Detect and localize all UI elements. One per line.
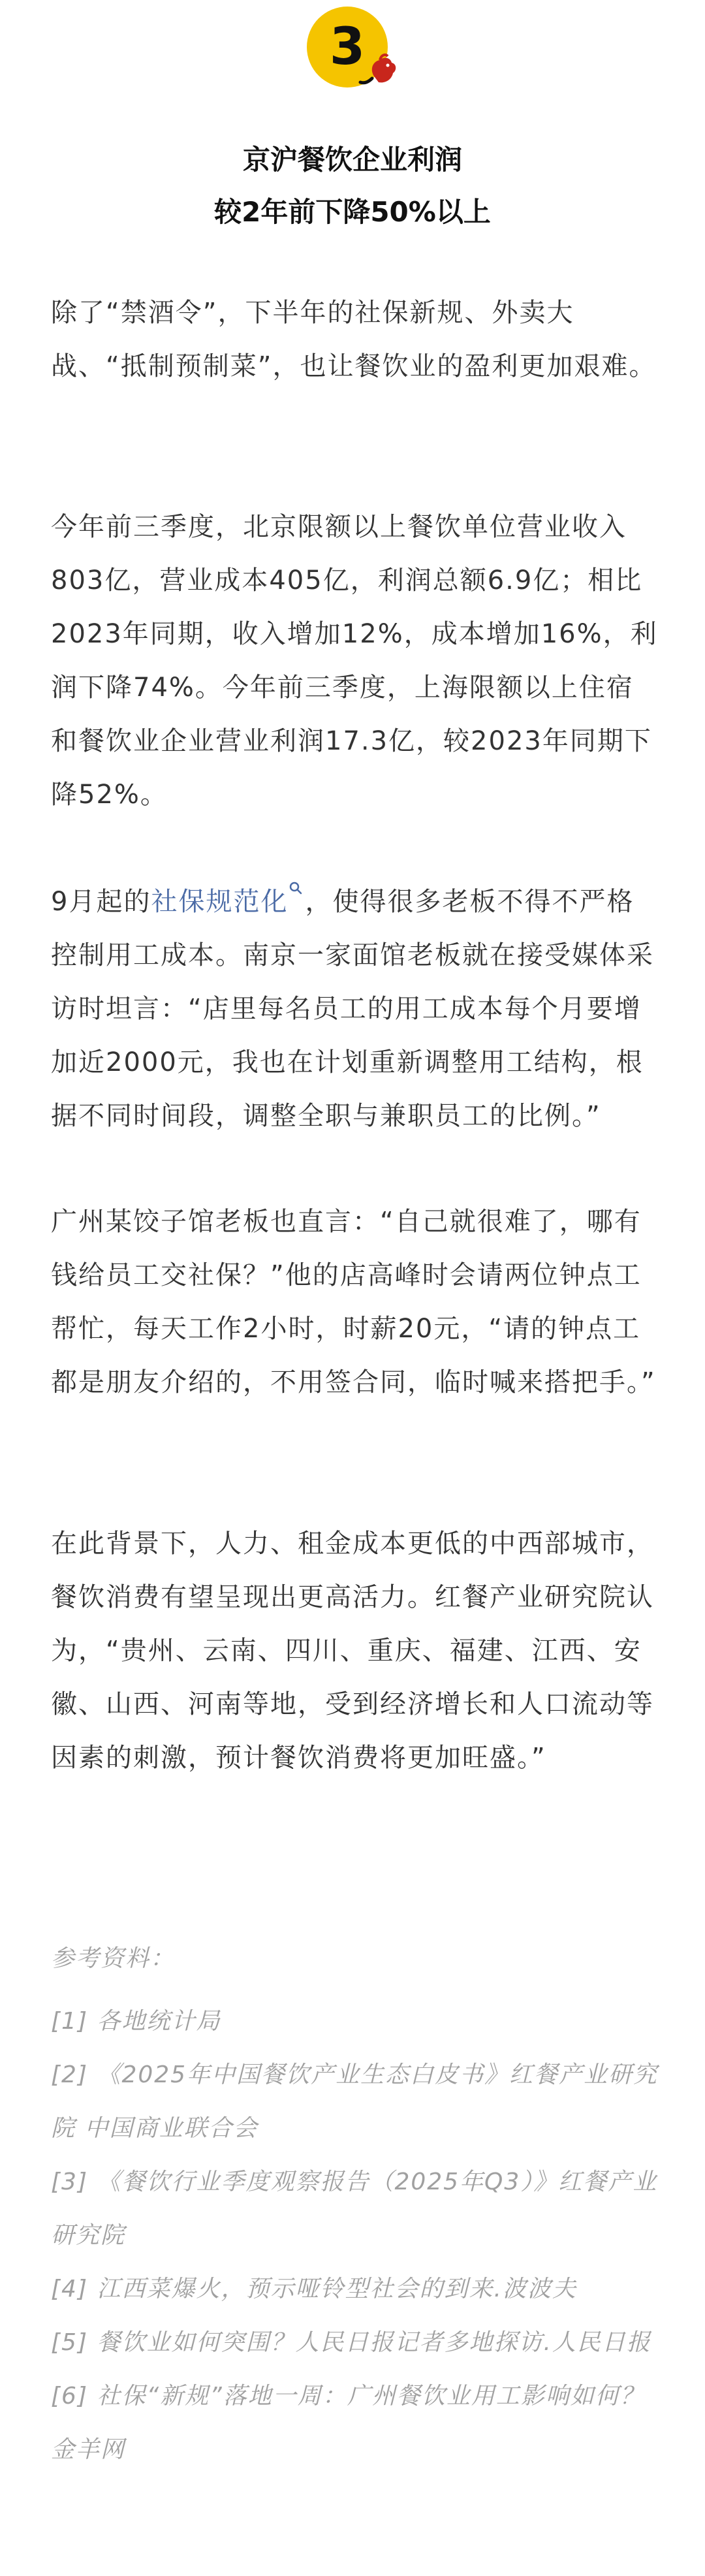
reference-item: [3] 《餐饮行业季度观察报告（2025年Q3）》红餐产业研究院 — [51, 2169, 658, 2249]
social-security-link-label[interactable]: 社保规范化 — [151, 887, 289, 917]
references-list — [51, 1995, 665, 2477]
paragraph-3-body: ，使得很多老板不得不严格控制用工成本。南京一家面馆老板就在接受媒体采访时坦言：“店里每名员工的用工成本每个月要增加近2000元，我也在计划重新调整用工结构，根据不同时间段，调整全职与兼职员工的比例。” — [51, 887, 654, 1131]
paragraph-4: 广州某饺子馆老板也直言：“自己就很难了，哪有钱给员工交社保？”他的店高峰时会请两位钟点工帮忙，每天工作2小时，时薪20元，“请的钟点工都是朋友介绍的，不用签合同，临时喊来搭把手。” — [51, 1207, 656, 1397]
badge-number: 3 — [329, 18, 366, 76]
paragraph-3-lead: 9月起的 — [51, 887, 151, 917]
headline-line-2: 较2年前下降50%以上 — [214, 196, 491, 228]
reference-item: [6] 社保“新规”落地一周：广州餐饮业用工影响如何？金羊网 — [51, 2383, 645, 2463]
paragraph-2: 今年前三季度，北京限额以上餐饮单位营业收入803亿，营业成本405亿，利润总额6.9亿；相比2023年同期，收入增加12%，成本增加16%，利润下降74%。今年前三季度，上海限额以上住宿和餐饮业企业营业利润17.3亿，较2023年同期下降52%。 — [51, 512, 658, 810]
reference-item: [4] 江西菜爆火，预示哑铃型社会的到来.波波夫 — [51, 2276, 577, 2302]
reference-item: [5] 餐饮业如何突围？人民日报记者多地探访.人民日报 — [51, 2329, 651, 2356]
paragraph-1: 除了“禁酒令”，下半年的社保新规、外卖大战、“抵制预制菜”，也让餐饮业的盈利更加艰难。 — [51, 298, 657, 381]
section-number-badge — [302, 0, 400, 98]
reference-item: [1] 各地统计局 — [51, 2008, 221, 2035]
paragraph-3 — [51, 875, 658, 1143]
search-icon[interactable] — [288, 880, 305, 900]
social-security-link[interactable] — [151, 887, 305, 917]
section-headline — [0, 134, 705, 238]
paragraph-5: 在此背景下，人力、租金成本更低的中西部城市，餐饮消费有望呈现出更高活力。红餐产业研究院认为，“贵州、云南、四川、重庆、福建、江西、安徽、山西、河南等地，受到经济增长和人口流动等因素的刺激，预计餐饮消费将更加旺盛。” — [51, 1529, 654, 1773]
references-title: 参考资料： — [51, 1945, 176, 1972]
reference-item: [2] 《2025年中国餐饮产业生态白皮书》红餐产业研究院 中国商业联合会 — [51, 2061, 659, 2142]
headline-line-1: 京沪餐饮企业利润 — [242, 144, 462, 176]
